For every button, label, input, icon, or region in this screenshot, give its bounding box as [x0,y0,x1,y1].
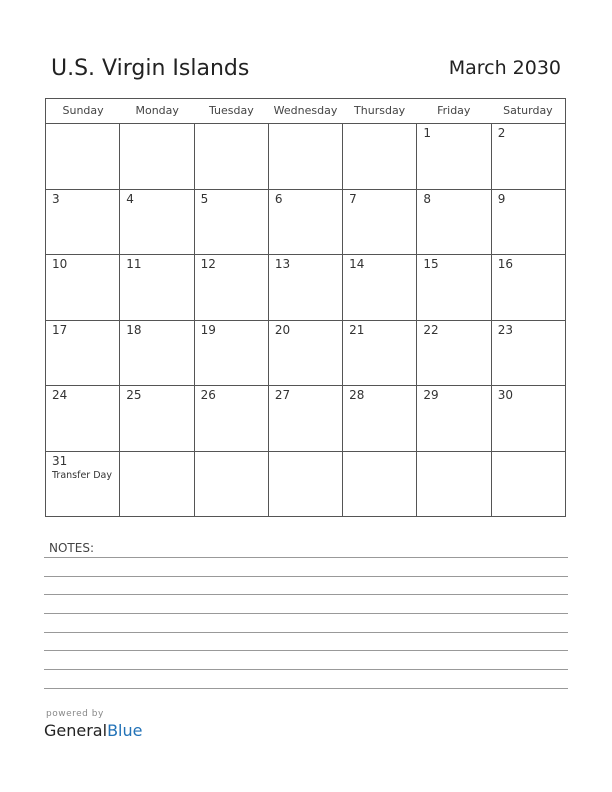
day-cell [343,386,417,451]
day-number: 2 [497,126,506,140]
note-line [44,632,568,633]
day-cell [417,124,491,189]
day-number: 14 [349,257,365,271]
day-cell [269,255,343,320]
day-cell [269,124,343,189]
day-cell [269,190,343,255]
day-number: 10 [52,257,68,271]
week-row [46,255,565,321]
day-cell [195,124,269,189]
day-number: 22 [423,322,439,337]
day-number: 26 [200,388,216,402]
day-cell [195,255,269,320]
note-line [44,557,568,558]
day-cell [46,386,120,451]
day-cell [120,124,194,189]
day-number: 20 [274,322,291,337]
weekday-sunday: Sunday [62,104,104,117]
day-cell [492,386,565,451]
weekday-thursday: Thursday [354,104,406,117]
day-cell [417,452,491,518]
calendar-grid [45,98,566,517]
day-number: 23 [497,322,513,337]
day-number: 3 [52,191,60,206]
day-number: 21 [349,322,365,337]
weekday-header-row [46,99,565,124]
day-cell [120,386,194,451]
weekday-saturday: Saturday [503,104,553,117]
day-cell [46,190,120,255]
note-line [44,650,568,651]
weekday-friday: Friday [437,104,471,117]
day-number: 4 [126,191,134,206]
brand-accent: Blue [107,721,143,740]
day-number: 1 [423,126,432,140]
day-number: 8 [423,191,432,206]
note-line [44,576,568,577]
day-cell [492,255,565,320]
note-line [44,669,568,670]
brand-main: General [44,721,108,740]
day-number: 13 [274,257,291,271]
day-number: 7 [349,191,357,206]
day-number: 17 [52,322,68,337]
day-cell [195,452,269,518]
day-number: 6 [274,191,283,206]
day-cell [417,255,491,320]
day-cell [120,452,194,518]
day-number: 16 [497,257,513,271]
day-number: 11 [126,257,142,271]
day-number: 27 [274,388,291,402]
week-row [46,190,565,256]
weekday-tuesday: Tuesday [208,104,254,117]
generalblue-logo[interactable] [44,721,142,740]
day-cell [269,321,343,386]
day-cell [269,386,343,451]
day-number: 15 [423,257,439,271]
day-cell [195,386,269,451]
day-cell [343,255,417,320]
day-cell [343,124,417,189]
day-cell [195,321,269,386]
day-cell [492,321,565,386]
week-row [46,386,565,452]
powered-by-text: powered by [46,709,104,719]
day-number: 24 [52,388,68,402]
day-number: 28 [349,388,365,402]
week-row [46,321,565,387]
note-line [44,594,568,595]
month-title: March 2030 [448,57,561,79]
day-cell [46,124,120,189]
day-number: 12 [200,257,216,271]
day-cell [120,255,194,320]
day-cell [195,190,269,255]
day-cell [120,321,194,386]
weekday-wednesday: Wednesday [273,104,338,117]
day-number: 25 [126,388,142,402]
day-number: 29 [423,388,439,402]
page-title: U.S. Virgin Islands [51,56,250,81]
day-number: 18 [126,322,142,337]
day-cell [269,452,343,518]
holiday-label: Transfer Day [52,469,112,481]
day-number: 9 [497,191,506,206]
day-cell [343,321,417,386]
day-number: 30 [497,388,513,402]
day-cell [492,190,565,255]
day-cell [343,190,417,255]
week-row [46,452,565,518]
day-cell [492,452,565,518]
week-row [46,124,565,190]
day-cell [343,452,417,518]
day-cell [492,124,565,189]
day-cell [417,190,491,255]
day-cell [417,386,491,451]
day-cell [46,255,120,320]
day-number: 31 [52,453,68,468]
note-line [44,688,568,689]
day-number: 19 [200,322,216,337]
day-cell [46,452,120,518]
weekday-monday: Monday [135,104,179,117]
day-cell [46,321,120,386]
day-cell [120,190,194,255]
day-cell [417,321,491,386]
notes-label: NOTES: [49,541,94,555]
day-number: 5 [200,191,209,206]
note-line [44,613,568,614]
